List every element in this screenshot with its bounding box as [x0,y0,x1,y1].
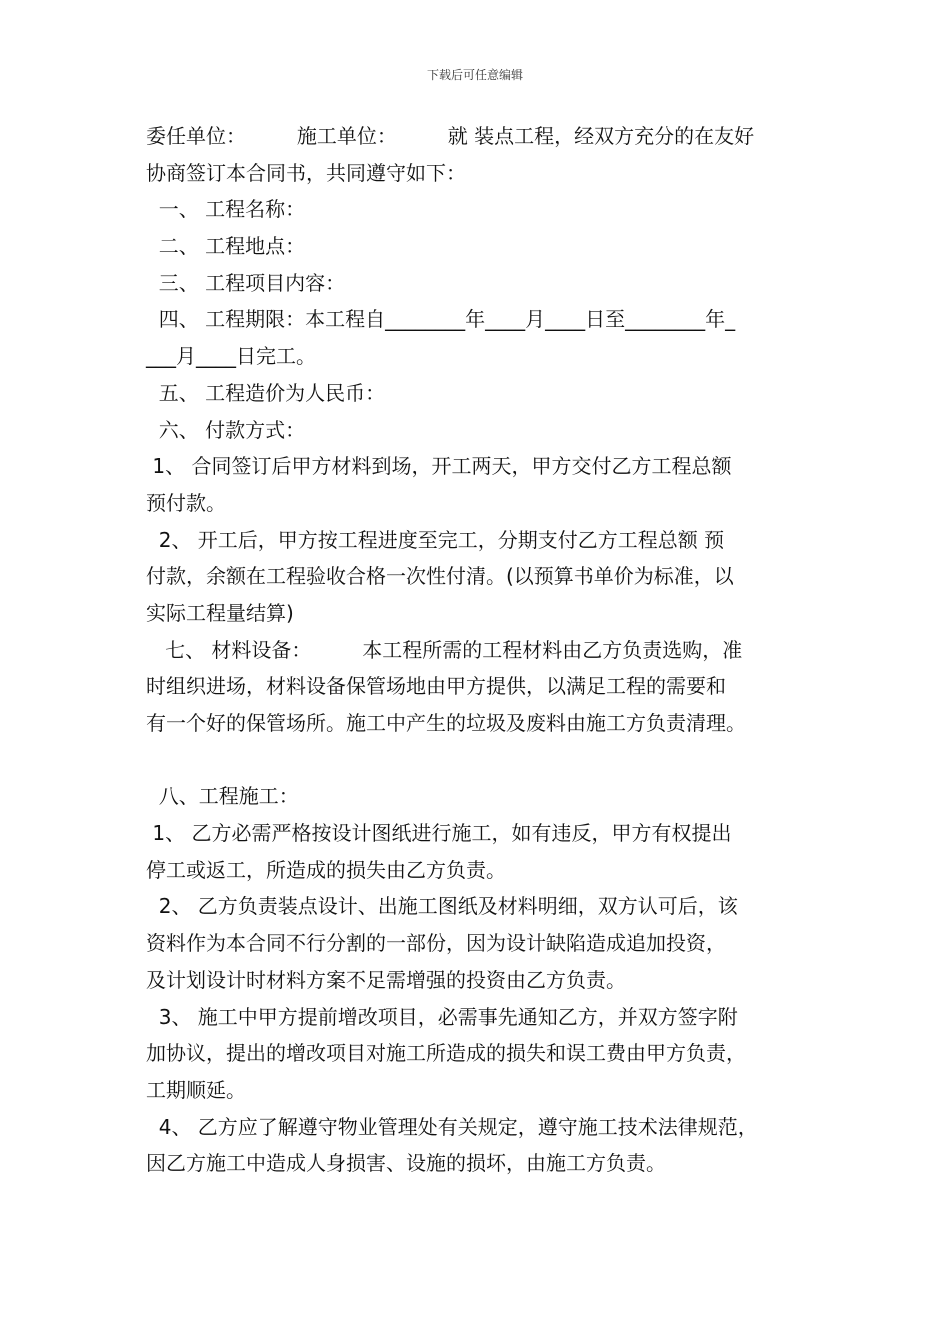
section-heading: 六、 付款方式： [146,417,306,442]
text-line: ___月____日完工。 [146,344,316,369]
contract-body [146,118,846,1182]
text-line: 委任单位： 施工单位： 就 装点工程，经双方充分的在友好 [146,124,755,148]
text-line: 及计划设计时材料方案不足需增强的投资由乙方负责。 [146,967,626,992]
section-heading: 一、 工程名称： [146,197,306,222]
text-line: 协商签订本合同书，共同遵守如下： [146,160,466,185]
section-heading: 三、 工程项目内容： [146,270,346,295]
clause-line: 2、 乙方负责装点设计、出施工图纸及材料明细，双方认可后，该 [146,894,738,919]
text-line: 停工或返工，所造成的损失由乙方负责。 [146,857,506,882]
section-heading: 五、 工程造价为人民币： [146,380,386,405]
clause-line: 1、 合同签订后甲方材料到场，开工两天，甲方交付乙方工程总额 [146,454,732,479]
text-line: 预付款。 [146,490,226,515]
text-line: 工期顺延。 [146,1077,246,1102]
section-heading: 八、工程施工： [146,784,299,809]
text-line: 因乙方施工中造成人身损害、设施的损坏，由施工方负责。 [146,1151,666,1176]
section-heading: 四、 工程期限：本工程自________年____月____日至________年_ [146,307,736,332]
section-heading: 七、 材料设备： 本工程所需的工程材料由乙方负责选购，准 [146,637,743,662]
clause-line: 3、 施工中甲方提前增改项目，必需事先通知乙方，并双方签字附 [146,1004,738,1029]
clause-line: 4、 乙方应了解遵守物业管理处有关规定，遵守施工技术法律规范， [146,1114,758,1139]
clause-line: 1、 乙方必需严格按设计图纸进行施工，如有违反，甲方有权提出 [146,821,732,846]
text-line: 有一个好的保管场所。施工中产生的垃圾及废料由施工方负责清理。 [146,711,746,735]
clause-line: 2、 开工后，甲方按工程进度至完工，分期支付乙方工程总额 预 [146,527,725,552]
blank-line [146,742,846,779]
text-line: 时组织进场，材料设备保管场地由甲方提供，以满足工程的需要和 [146,674,726,699]
text-line: 付款，余额在工程验收合格一次性付清。(以预算书单价为标准，以 [146,564,734,589]
text-line: 资料作为本合同不行分割的一部份，因为设计缺陷造成追加投资， [146,931,726,956]
text-line: 加协议，提出的增改项目对施工所造成的损失和误工费由甲方负责， [146,1041,746,1066]
text-line: 实际工程量结算) [146,600,294,625]
section-heading: 二、 工程地点： [146,234,306,259]
page-header: 下载后可任意编辑 [426,68,523,82]
